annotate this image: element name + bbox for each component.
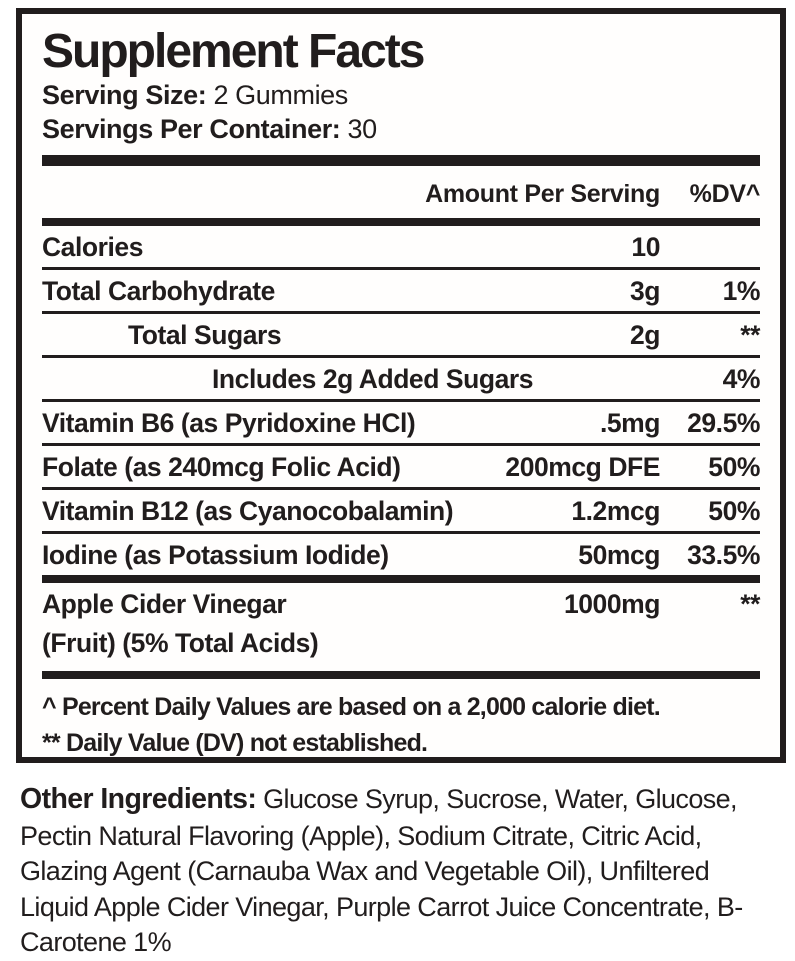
nutrient-name: Folate (as 240mcg Folic Acid)	[42, 451, 401, 482]
nutrient-dv: 50%	[708, 495, 760, 526]
nutrient-amount: 1.2mcg	[571, 495, 660, 526]
nutrient-amount: 3g	[629, 275, 660, 306]
panel-title: Supplement Facts	[42, 25, 424, 78]
column-header-amount: Amount Per Serving	[425, 179, 660, 208]
table-row-total-carbohydrate	[42, 270, 760, 311]
nutrient-dv: 29.5%	[687, 407, 760, 438]
other-ingredients-label: Other Ingredients:	[20, 783, 257, 815]
divider-medium	[42, 218, 760, 226]
nutrient-name: Calories	[42, 231, 143, 262]
nutrient-dv: **	[740, 588, 760, 619]
column-header-dv: %DV^	[689, 179, 760, 208]
servings-per-container-label: Servings Per Container:	[42, 113, 341, 144]
divider-thick	[42, 155, 760, 166]
other-ingredients-text: Glucose Syrup, Sucrose, Water, Glucose, Pectin Natural Flavoring (Apple), Sodium Citrate, Citric Acid, Glazing Agent (Carnauba Wax and Vegetable Oil), Unfiltered Liquid Apple Cider Vinegar, Purple Carrot Juice Concentrate, B-Carotene 1%	[20, 784, 743, 958]
supplement-facts-panel	[16, 8, 786, 763]
servings-per-container-line	[42, 112, 760, 146]
column-header-row	[42, 166, 760, 218]
nutrient-name	[42, 588, 460, 659]
nutrient-name: Total Sugars	[128, 319, 282, 350]
table-row-calories	[42, 226, 760, 267]
table-row-folate	[42, 446, 760, 487]
nutrient-amount: .5mg	[599, 407, 660, 438]
table-row-apple-cider-vinegar	[42, 583, 760, 671]
nutrient-amount: 1000mg	[563, 588, 660, 619]
nutrient-name: Total Carbohydrate	[42, 275, 275, 306]
nutrient-amount: 50mcg	[578, 539, 660, 570]
nutrient-dv: 4%	[722, 363, 760, 394]
other-ingredients	[20, 781, 780, 961]
nutrient-name: Vitamin B12 (as Cyanocobalamin)	[42, 495, 454, 526]
nutrient-name: Includes 2g Added Sugars	[212, 363, 534, 394]
serving-size-line	[42, 78, 760, 112]
nutrient-name: Vitamin B6 (as Pyridoxine HCl)	[42, 407, 416, 438]
table-row-vitamin-b6	[42, 402, 760, 443]
serving-size-label: Serving Size:	[42, 79, 207, 110]
nutrient-amount: 10	[631, 231, 660, 262]
nutrient-amount: 200mcg DFE	[505, 451, 660, 482]
nutrient-dv: 50%	[708, 451, 760, 482]
nutrient-dv: 1%	[722, 275, 760, 306]
nutrient-dv: **	[740, 319, 760, 350]
table-row-vitamin-b12	[42, 490, 760, 531]
footnotes	[42, 679, 760, 761]
serving-size-value: 2 Gummies	[213, 79, 348, 110]
footnote-percent-dv: ^ Percent Daily Values are based on a 2,000 calorie diet.	[42, 692, 660, 721]
divider-medium	[42, 671, 760, 679]
servings-per-container-value: 30	[347, 113, 377, 144]
nutrient-name-line1: Apple Cider Vinegar	[42, 588, 287, 619]
nutrient-name: Iodine (as Potassium Iodide)	[42, 539, 389, 570]
divider-medium	[42, 575, 760, 583]
footnote-dv-not-established: ** Daily Value (DV) not established.	[42, 728, 428, 757]
nutrient-dv: 33.5%	[687, 539, 760, 570]
table-row-iodine	[42, 534, 760, 575]
table-row-added-sugars	[42, 358, 760, 399]
nutrient-name-line2: (Fruit) (5% Total Acids)	[42, 627, 319, 658]
nutrient-amount: 2g	[629, 319, 660, 350]
table-row-total-sugars	[42, 314, 760, 355]
